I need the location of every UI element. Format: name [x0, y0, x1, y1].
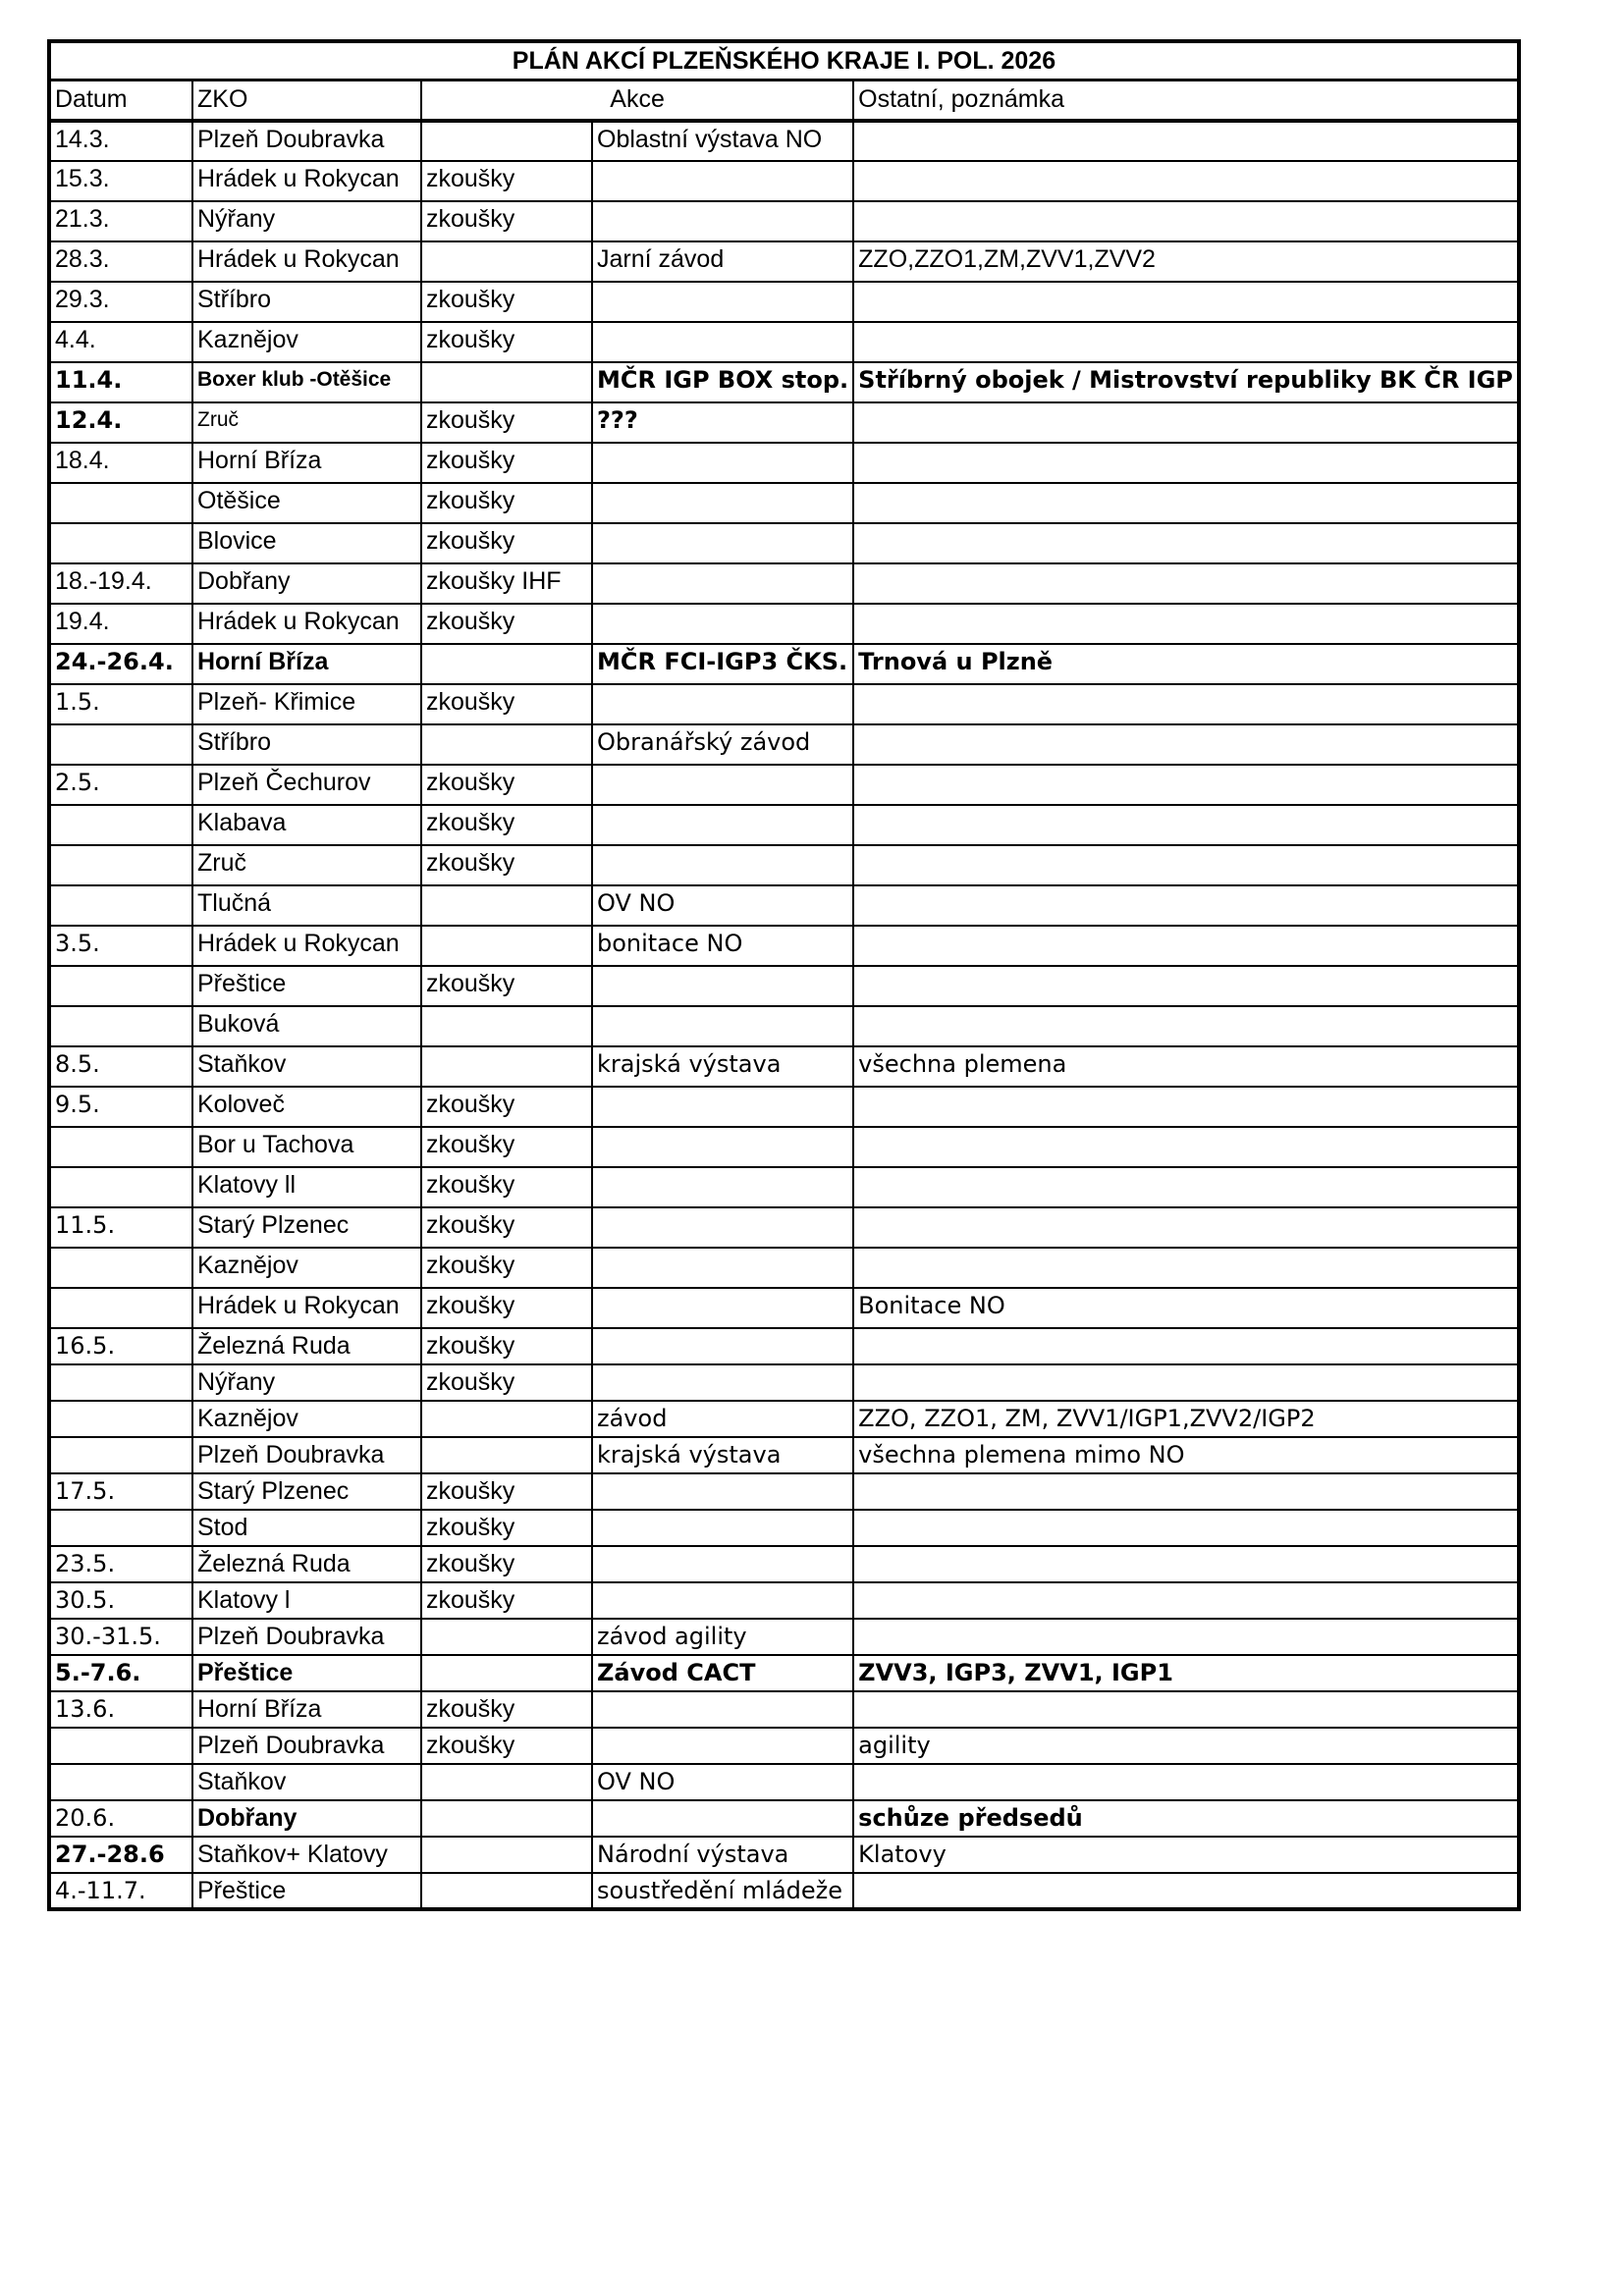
cell-datum [49, 1510, 192, 1546]
cell-ostatni: ZVV3, IGP3, ZVV1, IGP1 [853, 1655, 1519, 1691]
cell-akce [592, 1167, 853, 1207]
cell-zkousky: zkoušky [421, 1248, 592, 1288]
cell-zkousky [421, 1655, 592, 1691]
cell-zkousky [421, 1046, 592, 1087]
cell-ostatni: ZZO,ZZO1,ZM,ZVV1,ZVV2 [853, 241, 1519, 282]
cell-zko: Tlučná [192, 885, 421, 926]
table-row [49, 1473, 1519, 1510]
cell-akce [592, 1510, 853, 1546]
cell-zkousky: zkoušky [421, 201, 592, 241]
cell-zkousky: zkoušky [421, 443, 592, 483]
cell-zkousky: zkoušky [421, 1691, 592, 1728]
cell-datum [49, 885, 192, 926]
cell-datum: 18.4. [49, 443, 192, 483]
cell-akce [592, 1546, 853, 1582]
header-datum: Datum [49, 80, 192, 121]
cell-ostatni: Stříbrný obojek / Mistrovství republiky BK ČR IGP [853, 362, 1519, 402]
cell-akce: závod [592, 1401, 853, 1437]
cell-datum: 29.3. [49, 282, 192, 322]
cell-ostatni: Klatovy [853, 1837, 1519, 1873]
cell-akce: bonitace NO [592, 926, 853, 966]
cell-ostatni [853, 1328, 1519, 1364]
table-row [49, 604, 1519, 644]
cell-zko: Klatovy ll [192, 1167, 421, 1207]
cell-datum: 4.4. [49, 322, 192, 362]
cell-ostatni [853, 1006, 1519, 1046]
cell-ostatni: Bonitace NO [853, 1288, 1519, 1328]
cell-zko: Boxer klub -Otěšice [192, 362, 421, 402]
cell-zko: Hrádek u Rokycan [192, 161, 421, 201]
cell-zkousky: zkoušky [421, 1087, 592, 1127]
table-row [49, 483, 1519, 523]
table-row [49, 563, 1519, 604]
cell-datum [49, 1248, 192, 1288]
table-row [49, 201, 1519, 241]
cell-datum: 2.5. [49, 765, 192, 805]
cell-akce [592, 1691, 853, 1728]
table-row [49, 1248, 1519, 1288]
table-row [49, 1207, 1519, 1248]
cell-zko: Nýřany [192, 1364, 421, 1401]
cell-akce [592, 604, 853, 644]
cell-ostatni [853, 1167, 1519, 1207]
header-akce: Akce [421, 80, 853, 121]
table-row [49, 765, 1519, 805]
cell-zko: Nýřany [192, 201, 421, 241]
cell-zkousky: zkoušky [421, 1510, 592, 1546]
table-row [49, 1288, 1519, 1328]
cell-akce [592, 684, 853, 724]
cell-zko: Přeštice [192, 1873, 421, 1909]
cell-zko: Plzeň Doubravka [192, 1728, 421, 1764]
table-row [49, 1006, 1519, 1046]
cell-ostatni [853, 201, 1519, 241]
cell-datum: 30.-31.5. [49, 1619, 192, 1655]
cell-datum: 18.-19.4. [49, 563, 192, 604]
cell-zkousky: zkoušky [421, 684, 592, 724]
cell-akce [592, 1127, 853, 1167]
cell-zkousky: zkoušky [421, 402, 592, 443]
cell-zko: Hrádek u Rokycan [192, 926, 421, 966]
cell-zkousky: zkoušky [421, 1546, 592, 1582]
cell-datum: 27.-28.6 [49, 1837, 192, 1873]
cell-zkousky: zkoušky [421, 805, 592, 845]
cell-zko: Otěšice [192, 483, 421, 523]
cell-akce: Národní výstava [592, 1837, 853, 1873]
cell-akce [592, 443, 853, 483]
cell-datum: 28.3. [49, 241, 192, 282]
table-row [49, 1837, 1519, 1873]
table-row [49, 443, 1519, 483]
header-ostatni: Ostatní, poznámka [853, 80, 1519, 121]
cell-zko: Hrádek u Rokycan [192, 1288, 421, 1328]
cell-datum: 17.5. [49, 1473, 192, 1510]
cell-ostatni [853, 966, 1519, 1006]
cell-zkousky [421, 121, 592, 161]
cell-zko: Plzeň Doubravka [192, 1619, 421, 1655]
cell-ostatni: všechna plemena mimo NO [853, 1437, 1519, 1473]
cell-ostatni: agility [853, 1728, 1519, 1764]
cell-zko: Horní Bříza [192, 644, 421, 684]
cell-zko: Bor u Tachova [192, 1127, 421, 1167]
cell-akce [592, 282, 853, 322]
cell-zko: Plzeň Čechurov [192, 765, 421, 805]
cell-ostatni [853, 1546, 1519, 1582]
cell-datum: 16.5. [49, 1328, 192, 1364]
cell-zkousky: zkoušky [421, 1582, 592, 1619]
cell-datum: 30.5. [49, 1582, 192, 1619]
cell-datum [49, 1364, 192, 1401]
cell-zko: Koloveč [192, 1087, 421, 1127]
cell-zko: Kaznějov [192, 1401, 421, 1437]
cell-zkousky: zkoušky [421, 282, 592, 322]
cell-akce [592, 1288, 853, 1328]
cell-akce [592, 845, 853, 885]
cell-datum [49, 1764, 192, 1800]
header-row [49, 80, 1519, 121]
cell-zko: Klabava [192, 805, 421, 845]
cell-zkousky: zkoušky [421, 523, 592, 563]
cell-zkousky [421, 724, 592, 765]
cell-akce [592, 201, 853, 241]
table-row [49, 1046, 1519, 1087]
cell-akce: závod agility [592, 1619, 853, 1655]
cell-zko: Dobřany [192, 563, 421, 604]
cell-akce [592, 765, 853, 805]
cell-datum: 21.3. [49, 201, 192, 241]
table-row [49, 402, 1519, 443]
cell-akce: krajská výstava [592, 1046, 853, 1087]
cell-akce [592, 1207, 853, 1248]
cell-zkousky: zkoušky [421, 1127, 592, 1167]
table-row [49, 282, 1519, 322]
table-row [49, 1546, 1519, 1582]
cell-datum: 4.-11.7. [49, 1873, 192, 1909]
cell-zkousky: zkoušky [421, 322, 592, 362]
cell-ostatni [853, 402, 1519, 443]
cell-zkousky: zkoušky IHF [421, 563, 592, 604]
table-row [49, 241, 1519, 282]
table-row [49, 322, 1519, 362]
table-row [49, 1167, 1519, 1207]
cell-datum: 5.-7.6. [49, 1655, 192, 1691]
cell-datum [49, 1167, 192, 1207]
table-row [49, 805, 1519, 845]
events-table [47, 39, 1521, 1911]
cell-datum [49, 1127, 192, 1167]
cell-ostatni [853, 684, 1519, 724]
cell-akce: MČR IGP BOX stop. [592, 362, 853, 402]
table-row [49, 966, 1519, 1006]
cell-zko: Železná Ruda [192, 1328, 421, 1364]
table-row [49, 1437, 1519, 1473]
table-row [49, 1582, 1519, 1619]
table-row [49, 885, 1519, 926]
cell-datum: 19.4. [49, 604, 192, 644]
cell-akce: soustředění mládeže [592, 1873, 853, 1909]
table-row [49, 1655, 1519, 1691]
cell-ostatni: ZZO, ZZO1, ZM, ZVV1/IGP1,ZVV2/IGP2 [853, 1401, 1519, 1437]
table-row [49, 724, 1519, 765]
table-row [49, 1691, 1519, 1728]
cell-datum: 8.5. [49, 1046, 192, 1087]
cell-zkousky [421, 1837, 592, 1873]
cell-zko: Přeštice [192, 966, 421, 1006]
cell-zko: Blovice [192, 523, 421, 563]
cell-datum: 15.3. [49, 161, 192, 201]
cell-ostatni [853, 1764, 1519, 1800]
table-row [49, 1127, 1519, 1167]
table-row [49, 523, 1519, 563]
cell-datum [49, 483, 192, 523]
cell-zko: Buková [192, 1006, 421, 1046]
cell-akce [592, 1328, 853, 1364]
cell-zkousky: zkoušky [421, 1167, 592, 1207]
cell-datum: 12.4. [49, 402, 192, 443]
cell-akce [592, 1728, 853, 1764]
cell-zkousky [421, 1437, 592, 1473]
cell-akce: Závod CACT [592, 1655, 853, 1691]
cell-ostatni [853, 483, 1519, 523]
cell-zko: Klatovy l [192, 1582, 421, 1619]
cell-ostatni [853, 563, 1519, 604]
table-row [49, 1619, 1519, 1655]
cell-zko: Plzeň- Křimice [192, 684, 421, 724]
cell-zko: Starý Plzenec [192, 1207, 421, 1248]
cell-zko: Stod [192, 1510, 421, 1546]
page-title: PLÁN AKCÍ PLZEŇSKÉHO KRAJE I. POL. 2026 [49, 41, 1519, 80]
cell-datum [49, 1288, 192, 1328]
cell-zko: Hrádek u Rokycan [192, 241, 421, 282]
cell-ostatni [853, 322, 1519, 362]
cell-zko: Plzeň Doubravka [192, 121, 421, 161]
cell-datum [49, 1006, 192, 1046]
cell-ostatni [853, 1873, 1519, 1909]
cell-zko: Přeštice [192, 1655, 421, 1691]
cell-ostatni [853, 604, 1519, 644]
cell-zkousky: zkoušky [421, 845, 592, 885]
cell-datum [49, 523, 192, 563]
cell-ostatni [853, 282, 1519, 322]
cell-zkousky [421, 1873, 592, 1909]
cell-datum [49, 1437, 192, 1473]
cell-datum: 9.5. [49, 1087, 192, 1127]
cell-zko: Zruč [192, 845, 421, 885]
table-row [49, 1087, 1519, 1127]
cell-akce: MČR FCI-IGP3 ČKS. [592, 644, 853, 684]
cell-zkousky: zkoušky [421, 161, 592, 201]
cell-zkousky [421, 1800, 592, 1837]
cell-datum: 24.-26.4. [49, 644, 192, 684]
cell-zkousky [421, 362, 592, 402]
cell-ostatni [853, 1619, 1519, 1655]
cell-zkousky: zkoušky [421, 1288, 592, 1328]
cell-akce: OV NO [592, 1764, 853, 1800]
cell-datum [49, 966, 192, 1006]
table-row [49, 1401, 1519, 1437]
cell-ostatni [853, 926, 1519, 966]
cell-ostatni [853, 1207, 1519, 1248]
cell-akce [592, 1364, 853, 1401]
table-row [49, 161, 1519, 201]
cell-zko: Staňkov+ Klatovy [192, 1837, 421, 1873]
table-row [49, 845, 1519, 885]
cell-zko: Staňkov [192, 1046, 421, 1087]
table-row [49, 1510, 1519, 1546]
table-row [49, 644, 1519, 684]
cell-akce: OV NO [592, 885, 853, 926]
cell-zko: Železná Ruda [192, 1546, 421, 1582]
cell-ostatni [853, 885, 1519, 926]
cell-akce [592, 1087, 853, 1127]
cell-akce [592, 483, 853, 523]
cell-ostatni: schůze předsedů [853, 1800, 1519, 1837]
cell-ostatni [853, 443, 1519, 483]
cell-zko: Horní Bříza [192, 443, 421, 483]
cell-zkousky [421, 885, 592, 926]
cell-datum: 20.6. [49, 1800, 192, 1837]
cell-zkousky [421, 1401, 592, 1437]
cell-zko: Hrádek u Rokycan [192, 604, 421, 644]
cell-ostatni [853, 845, 1519, 885]
cell-ostatni [853, 1127, 1519, 1167]
table-row [49, 1364, 1519, 1401]
cell-ostatni [853, 805, 1519, 845]
cell-zko: Stříbro [192, 724, 421, 765]
table-row [49, 1728, 1519, 1764]
cell-zkousky [421, 1006, 592, 1046]
cell-akce: Jarní závod [592, 241, 853, 282]
cell-akce: Oblastní výstava NO [592, 121, 853, 161]
cell-akce [592, 1248, 853, 1288]
cell-akce [592, 1006, 853, 1046]
cell-zkousky: zkoušky [421, 1207, 592, 1248]
table-row [49, 926, 1519, 966]
cell-zko: Dobřany [192, 1800, 421, 1837]
cell-ostatni [853, 1473, 1519, 1510]
cell-ostatni [853, 724, 1519, 765]
cell-datum [49, 724, 192, 765]
cell-zko: Kaznějov [192, 1248, 421, 1288]
cell-zkousky: zkoušky [421, 604, 592, 644]
table-row [49, 1873, 1519, 1909]
cell-akce [592, 805, 853, 845]
cell-ostatni [853, 1087, 1519, 1127]
cell-ostatni [853, 121, 1519, 161]
cell-akce [592, 1473, 853, 1510]
cell-akce: krajská výstava [592, 1437, 853, 1473]
cell-zko: Staňkov [192, 1764, 421, 1800]
cell-zkousky: zkoušky [421, 1728, 592, 1764]
cell-ostatni [853, 1510, 1519, 1546]
cell-zkousky [421, 926, 592, 966]
header-zko: ZKO [192, 80, 421, 121]
cell-zkousky [421, 1764, 592, 1800]
table-row [49, 362, 1519, 402]
cell-datum [49, 1728, 192, 1764]
table-row [49, 1800, 1519, 1837]
cell-ostatni [853, 1248, 1519, 1288]
cell-datum [49, 845, 192, 885]
title-row [49, 41, 1519, 80]
cell-akce [592, 322, 853, 362]
cell-ostatni [853, 1582, 1519, 1619]
cell-ostatni [853, 765, 1519, 805]
cell-datum: 1.5. [49, 684, 192, 724]
table-row [49, 1764, 1519, 1800]
cell-zko: Starý Plzenec [192, 1473, 421, 1510]
cell-zkousky: zkoušky [421, 483, 592, 523]
cell-datum: 3.5. [49, 926, 192, 966]
cell-akce [592, 1800, 853, 1837]
cell-datum: 14.3. [49, 121, 192, 161]
cell-zkousky [421, 1619, 592, 1655]
cell-datum: 11.5. [49, 1207, 192, 1248]
table-row [49, 684, 1519, 724]
table-row [49, 1328, 1519, 1364]
cell-zko: Horní Bříza [192, 1691, 421, 1728]
cell-zkousky: zkoušky [421, 966, 592, 1006]
cell-datum: 23.5. [49, 1546, 192, 1582]
cell-ostatni [853, 161, 1519, 201]
cell-zkousky [421, 241, 592, 282]
cell-akce [592, 523, 853, 563]
cell-ostatni [853, 523, 1519, 563]
cell-datum: 11.4. [49, 362, 192, 402]
cell-ostatni: všechna plemena [853, 1046, 1519, 1087]
cell-zko: Stříbro [192, 282, 421, 322]
cell-datum: 13.6. [49, 1691, 192, 1728]
cell-ostatni [853, 1364, 1519, 1401]
cell-zkousky: zkoušky [421, 1328, 592, 1364]
cell-akce [592, 161, 853, 201]
cell-ostatni: Trnová u Plzně [853, 644, 1519, 684]
cell-zkousky: zkoušky [421, 765, 592, 805]
cell-akce [592, 563, 853, 604]
cell-zko: Zruč [192, 402, 421, 443]
cell-ostatni [853, 1691, 1519, 1728]
cell-akce [592, 1582, 853, 1619]
cell-zkousky: zkoušky [421, 1473, 592, 1510]
cell-akce [592, 966, 853, 1006]
cell-zko: Kaznějov [192, 322, 421, 362]
cell-zkousky [421, 644, 592, 684]
cell-zkousky: zkoušky [421, 1364, 592, 1401]
cell-zko: Plzeň Doubravka [192, 1437, 421, 1473]
cell-datum [49, 805, 192, 845]
cell-akce: Obranářský závod [592, 724, 853, 765]
cell-datum [49, 1401, 192, 1437]
cell-akce: ??? [592, 402, 853, 443]
table-row [49, 121, 1519, 161]
